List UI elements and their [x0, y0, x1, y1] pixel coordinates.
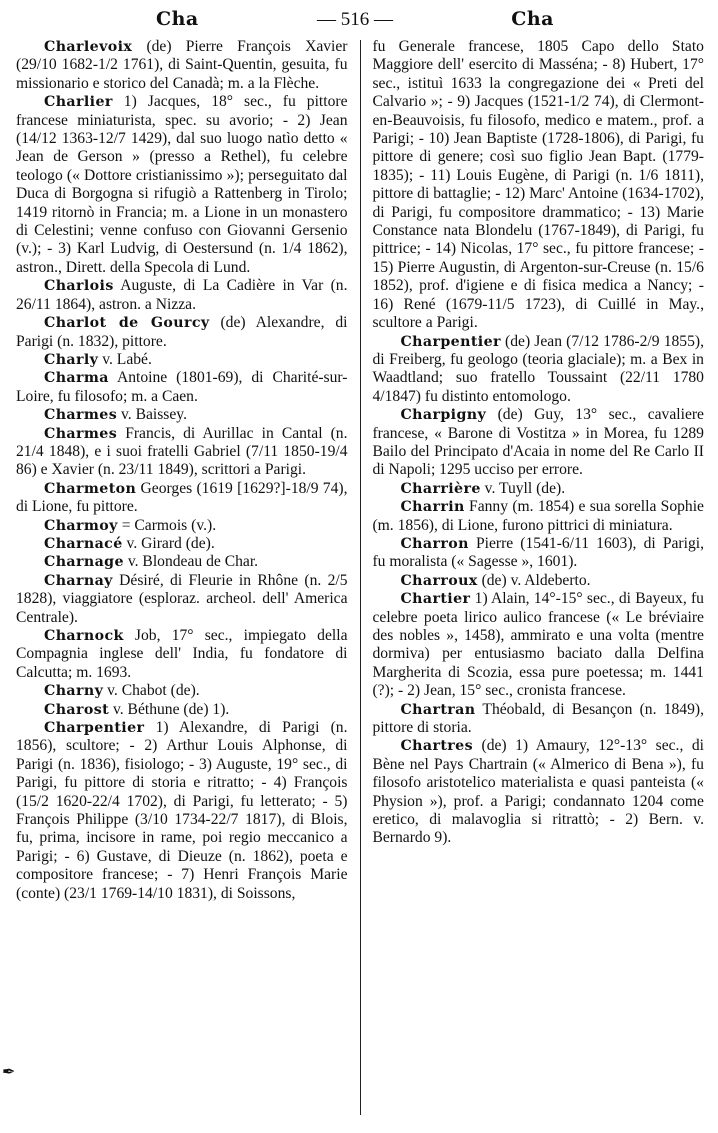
- dictionary-entry: [16, 351, 348, 369]
- dictionary-entry: [372, 701, 704, 738]
- entry-headword: Charnock: [44, 628, 124, 644]
- dictionary-entry: [16, 93, 348, 277]
- dictionary-entry: [16, 517, 348, 535]
- entry-text: Auguste, di La Cadière in Var (n. 26/11 1864), astron. a Nizza.: [16, 277, 348, 313]
- dictionary-entry: [372, 737, 704, 847]
- dictionary-entry: [16, 535, 348, 553]
- entry-text: Antoine (1801-69), di Charité-sur-Loire, fu filosofo; m. a Caen.: [16, 369, 348, 405]
- entry-text: (de) Guy, 13° sec., cavaliere francese, « Barone di Vostitza » in Morea, fu 1289 Bailo del Principato d'Acaia in nome del Re Carlo II di Napoli; 1295 ucciso per errore.: [372, 406, 704, 479]
- entry-headword: Charlot de Gourcy: [44, 315, 210, 332]
- dictionary-entry: [16, 425, 348, 480]
- entry-headword: Charron: [400, 535, 469, 552]
- entry-headword: Charpigny: [400, 407, 487, 424]
- entry-text: Désiré, di Fleurie in Rhône (n. 2/5 1828), viaggiatore (esploraz. archeol. dell' America Centrale).: [16, 571, 348, 626]
- entry-headword: Charnage: [44, 554, 124, 571]
- dictionary-entry: [16, 277, 348, 314]
- entry-text: Georges (1619 [1629?]-18/9 74), di Lione, fu pittore.: [16, 479, 348, 516]
- dictionary-entry: [372, 480, 704, 498]
- entry-text: = Carmois (v.).: [117, 516, 217, 534]
- entry-text: Francis, di Aurillac in Cantal (n. 21/4 1848), e i suoi fratelli Gabriel (7/11 1850-19/4 86) e Xavier (n. 23/11 1849), scrittori a Parigi.: [16, 424, 348, 479]
- header-right-word: Cha: [511, 8, 554, 30]
- entry-headword: Charpentier: [44, 720, 145, 737]
- entry-headword: Chartres: [400, 738, 474, 755]
- margin-pointing-hand-icon: ✒: [2, 1062, 16, 1081]
- entry-text: 1) Alexandre, di Parigi (n. 1856), scultore; - 2) Arthur Louis Alphonse, di Parigi (n. 1836), fisiologo; - 3) Auguste, 19° sec., di Parigi, fu pittore di storia e ritratto; - 4) François (15/2 1620-22/4 1702), di Parigi, fu letterato; - 5) François Philippe (3/10 1734-22/7 1817), di Blois, fu, prima, incisore in rame, poi regio meccanico a Parigi; - 6) Gustave, di Dieuze (n. 1862), poeta e compositore francese; - 7) Henri François Marie (conte) (23/1 1769-14/10 1831), di Soissons,: [16, 719, 348, 902]
- dictionary-entry: [372, 406, 704, 480]
- dictionary-entry: [16, 701, 348, 719]
- dictionary-entry: [372, 38, 704, 333]
- dictionary-entry: [16, 406, 348, 424]
- entry-headword: Charly: [44, 351, 99, 368]
- entry-headword: Charroux: [400, 572, 478, 589]
- entry-text: fu Generale francese, 1805 Capo dello Stato Maggiore dell' esercito di Masséna; - 8) Hubert, 17° sec., istituì 1633 la congregazione dei « Preti del Calvario »; - 9) Jacques (1521-1/2 74), di Clermont-en-Beauvoisis, fu filosofo, medico e matem., prof. a Parigi; - 10) Jean Baptiste (1728-1806), di Parigi, fu pittore di genere; così suo figlio Jean Bapt. (1779-1835); - 11) Louis Eugène, di Parigi (n. 1/6 1811), pittore di battaglie; - 12) Marc' Antoine (1634-1702), di Parigi, fu compositore drammatico; - 13) Marie Constance nata Blondelu (1767-1849), di Parigi, fu pittrice; - 14) Nicolas, 17° sec., fu pittore francese; - 15) Pierre Augustin, di Argenton-sur-Creuse (n. 15/6 1852), prof. d'igiene e di fisica medica a Nancy; - 16) René (1679-11/5 1723), di Cuillé in May., scultore a Parigi.: [372, 38, 704, 332]
- entry-headword: Charost: [44, 701, 110, 718]
- entry-text: 1) Jacques, 18° sec., fu pittore francese miniaturista, spec. su avorio; - 2) Jean (14/12 1363-12/7 1429), dal suo luogo natìo detto « Jean de Gerson » (presso a Rethel), fu celebre teologo (« Dottore cristianissimo »); perseguitato dal Duca di Borgogna si rifugiò a Rattenberg in Tirolo; 1419 ritornò in Francia; m. a Lione in un monastero di Celestini; venne confuso con Giovanni Gersenio (v.); - 3) Karl Ludvig, di Oestersund (n. 1/4 1862), astron., Dirett. della Specola di Lund.: [16, 93, 348, 276]
- entry-headword: Charny: [44, 683, 104, 700]
- entry-text: v. Labé.: [98, 350, 152, 368]
- dictionary-entry: [372, 498, 704, 535]
- entry-text: v. Chabot (de).: [103, 682, 200, 700]
- dictionary-entry: [16, 682, 348, 700]
- entry-text: (de) 1) Amaury, 12°-13° sec., di Bène nel Pays Chartrain (« Almerico di Bena »), fu filosofo aristotelico materialista e quasi panteista (« Physion »), prof. a Parigi; condannato 1204 come eretico, di malavoglia si ritrattò; - 2) Bern. v. Bernardo 9).: [372, 737, 704, 847]
- entry-text: (de) Alexandre, di Parigi (n. 1832), pittore.: [16, 314, 348, 350]
- right-column: [360, 38, 704, 1115]
- entry-headword: Charma: [44, 370, 109, 387]
- entry-headword: Charmes: [44, 425, 118, 442]
- dictionary-entry: [372, 535, 704, 572]
- page-header: [16, 4, 704, 34]
- dictionary-entry: [16, 553, 348, 571]
- page-number: — 516 —: [317, 9, 393, 30]
- dictionary-entry: [16, 572, 348, 627]
- entry-headword: Charmeton: [44, 480, 137, 497]
- dictionary-entry: [16, 627, 348, 682]
- entry-headword: Charrin: [400, 499, 465, 516]
- dictionary-entry: [372, 590, 704, 700]
- left-column: [16, 38, 360, 1115]
- header-left-word: Cha: [156, 8, 199, 30]
- dictionary-entry: [16, 369, 348, 406]
- entry-text: v. Béthune (de) 1).: [109, 700, 230, 718]
- entry-headword: Charlois: [44, 278, 114, 295]
- entry-headword: Charpentier: [400, 333, 501, 350]
- dictionary-entry: [372, 572, 704, 590]
- entry-headword: Charnacé: [44, 535, 123, 552]
- dictionary-entry: [16, 314, 348, 351]
- entry-text: Fanny (m. 1854) e sua sorella Sophie (m. 1856), di Lione, furono pittrici di miniatura.: [372, 498, 704, 534]
- entry-headword: Charlevoix: [44, 39, 133, 55]
- entry-text: v. Tuyll (de).: [480, 479, 566, 497]
- entry-headword: Charmoy: [44, 517, 118, 534]
- entry-headword: Chartier: [400, 591, 471, 608]
- dictionary-entry: [16, 719, 348, 903]
- entry-headword: Charmes: [44, 407, 118, 424]
- entry-headword: Charnay: [44, 572, 113, 589]
- entry-text: (de) Pierre François Xavier (29/10 1682-1/2 1761), di Saint-Quentin, gesuita, fu missionario e storico del Canadà; m. a la Flèche.: [16, 38, 348, 92]
- dictionary-entry: [16, 38, 348, 93]
- entry-headword: Charrière: [400, 480, 481, 497]
- entry-text: (de) v. Aldeberto.: [477, 571, 591, 589]
- dictionary-entry: [372, 333, 704, 407]
- entry-headword: Charlier: [44, 94, 113, 111]
- entry-text: v. Blondeau de Char.: [123, 553, 259, 571]
- entry-headword: Chartran: [400, 701, 476, 718]
- two-column-body: [16, 38, 704, 1115]
- entry-text: (de) Jean (7/12 1786-2/9 1855), di Freiberg, fu geologo (teoria glaciale); m. a Bex in Waadtland; suo fratello Toussaint (22/11 1780 4/1847) fu distinto entomologo.: [372, 332, 704, 405]
- entry-text: 1) Alain, 14°-15° sec., di Bayeux, fu celebre poeta lirico aulico francese (« Le bréviaire des nobles », 1458), ammirato e una volta (mentre dormiva) per entusiasmo baciato dalla Delfina Margherita di Scozia, essa pure poetessa; m. 1441 (?); - 2) Jean, 15° sec., cronista francese.: [372, 590, 704, 700]
- entry-text: v. Baissey.: [117, 406, 187, 424]
- dictionary-entry: [16, 480, 348, 517]
- entry-text: Pierre (1541-6/11 1603), di Parigi, fu moralista (« Sagesse », 1601).: [372, 534, 704, 571]
- entry-text: Théobald, di Besançon (n. 1849), pittore di storia.: [372, 700, 704, 737]
- entry-text: v. Girard (de).: [122, 534, 215, 552]
- entry-text: Job, 17° sec., impiegato della Compagnia inglese dell' India, fu fondatore di Calcutta; m. 1693.: [16, 627, 348, 681]
